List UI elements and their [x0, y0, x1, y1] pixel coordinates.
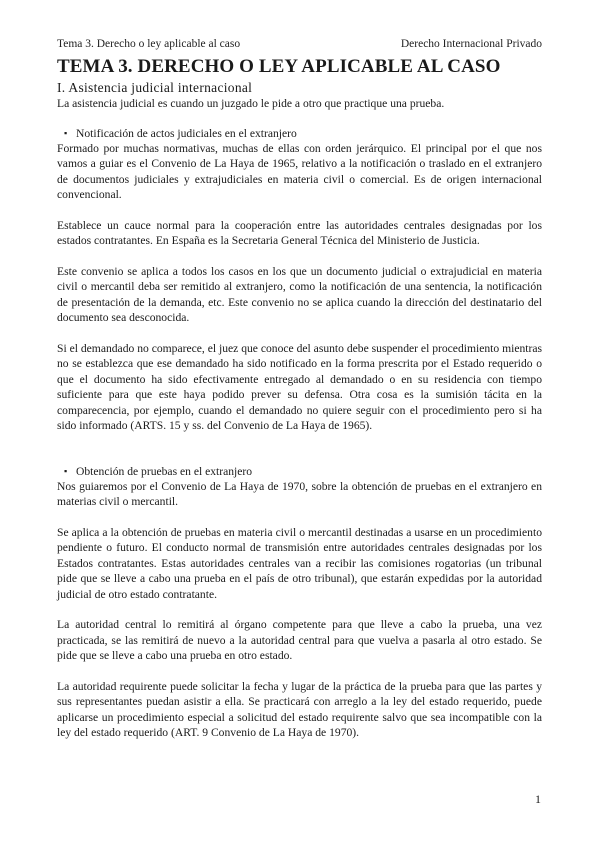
bullet-icon: ▪ [64, 127, 68, 138]
paragraph: La autoridad central lo remitirá al órgano competente para que lleve a cabo la prueba, una vez practicada, se las remitirá de nuevo a la autoridad central para que vuelva a pasarla al otro estado. Se pide que se lleve a cabo una prueba en otro estado. [57, 618, 542, 662]
section-intro: La asistencia judicial es cuando un juzgado le pide a otro que practique una prueba. [57, 97, 445, 110]
section-heading: I. Asistencia judicial internacional [57, 80, 253, 95]
page-title: TEMA 3. DERECHO O LEY APLICABLE AL CASO [57, 56, 501, 77]
paragraph: Si el demandado no comparece, el juez que conoce del asunto debe suspender el procedimiento mientras no se establezca que ese demandado ha sido notificado en la forma prescrita por el Estado requerido o que el documento ha sido efectivamente entregado al demandado o en su residencia con tiempo suficiente para que este haya podido prever su defensa. Otra cosa es la sumisión tácita en la comparecencia, por ejemplo, cuando el demandado no quiere seguir con el procedimiento pero si ha sido informado (ARTS. 15 y ss. del Convenio de La Haya de 1965). [57, 341, 542, 432]
bullet-label: Obtención de pruebas en el extranjero [76, 464, 253, 478]
page-number: 1 [535, 792, 541, 806]
bullet-icon: ▪ [64, 465, 68, 476]
paragraph: Formado por muchas normativas, muchas de ellas con orden jerárquico. El principal por el que nos vamos a guiar es el Convenio de La Haya de 1965, relativo a la notificación o traslado en el extranjero de documentos judiciales y extrajudiciales en materia civil o comercial. Es de origen internacional convencional. [57, 141, 542, 201]
page-content [57, 56, 542, 741]
running-header-left: Tema 3. Derecho o ley aplicable al caso [57, 38, 241, 50]
paragraph: Establece un cauce normal para la cooperación entre las autoridades centrales designadas por los estados contratantes. En España es la Secretaria General Técnica del Ministerio de Justicia. [57, 218, 542, 247]
paragraph: Este convenio se aplica a todos los casos en los que un documento judicial o extrajudicial en materia civil o mercantil deba ser remitido al extranjero, como la notificación de una sentencia, la notificación de presentación de la demanda, etc. Este convenio no se aplica cuando la dirección del destinatario del documento sea desconocida. [57, 264, 542, 324]
bullet-item-pruebas [64, 464, 542, 479]
paragraph: La autoridad requirente puede solicitar la fecha y lugar de la práctica de la prueba para que las partes y sus representantes puedan asistir a ella. Se practicará con arreglo a la ley del estado requerido, puede aplicarse un procedimiento especial a solicitud del estado requirente salvo que sea incompatible con la ley del estado requerido (ART. 9 Convenio de La Haya de 1970). [57, 679, 542, 739]
bullet-label: Notificación de actos judiciales en el extranjero [76, 126, 297, 140]
paragraph: Nos guiaremos por el Convenio de La Haya de 1970, sobre la obtención de pruebas en el extranjero en materias civil o mercantil. [57, 479, 542, 508]
paragraph: Se aplica a la obtención de pruebas en materia civil o mercantil destinadas a usarse en un procedimiento pendiente o futuro. El conducto normal de transmisión entre autoridades centrales designadas por los Estados contratantes. Estas autoridades centrales van a recibir las comisiones rogatorias (un tribunal pide que se lleve a cabo una prueba en el país de otro tribunal), que estarán expedidas por la autoridad judicial de otro estado contratante. [57, 525, 542, 601]
bullet-item-notificacion [64, 126, 542, 141]
running-header-right: Derecho Internacional Privado [400, 38, 542, 50]
